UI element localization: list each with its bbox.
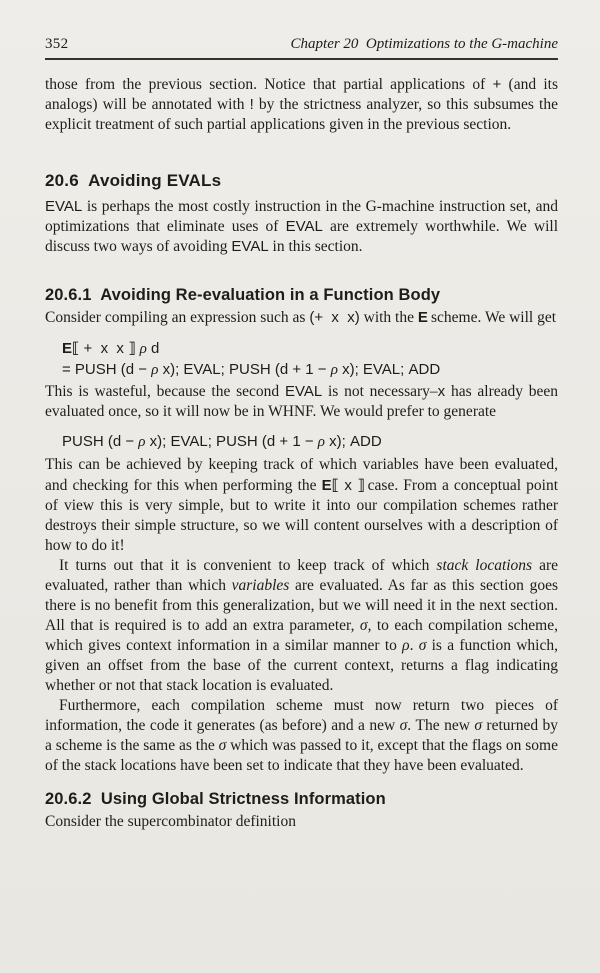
text-run: ρ (402, 636, 410, 654)
paragraph-wasteful (45, 382, 558, 422)
text-run: E (62, 340, 73, 357)
text-run: + x x (79, 340, 129, 357)
paragraph-furthermore (45, 696, 558, 776)
text-run: (and its analogs) will be annotated with (45, 76, 559, 113)
text-run: is perhaps the most costly instruction in the G-machine instruction set, and optimizations that eliminate uses of (45, 198, 558, 235)
text-run: ρ (139, 341, 147, 357)
text-run: x); EVAL; PUSH (d + 1 − (145, 433, 318, 450)
text-run: in this section. (268, 238, 363, 255)
subsection-heading-20-6-2: 20.6.2 Using Global Strictness Information (45, 789, 386, 808)
section-heading-20-6: 20.6 Avoiding EVALs (45, 171, 222, 190)
text-run: are evaluated, rather than which (45, 556, 559, 594)
text-run: those from the previous section. Notice that partial applications of (45, 76, 493, 93)
text-run: σ (418, 636, 427, 654)
text-run: σ (218, 736, 227, 754)
text-run: , to each compilation scheme, which gives context information in a similar manner to (45, 616, 558, 654)
paragraph-eval-cost (45, 197, 558, 257)
code-block-preferred (62, 432, 558, 453)
subsection-heading-20-6-1: 20.6.1 Avoiding Re-evaluation in a Function Body (45, 286, 441, 304)
text-run: EVAL (284, 383, 323, 400)
code-line (62, 432, 558, 453)
text-run: has already been evaluated once, so it will now be in WHNF. We would prefer to generate (45, 383, 559, 420)
text-run: variables (231, 576, 290, 594)
text-run: ρ (330, 361, 338, 378)
text-run: It turns out that it is convenient to keep track of which (59, 556, 437, 574)
text-run: x); ADD (324, 433, 382, 450)
text-run: x); EVAL; ADD (337, 360, 441, 378)
text-run: (+ x x) (309, 309, 360, 326)
text-run: EVAL (45, 198, 83, 215)
text-run: PUSH (d − (62, 433, 139, 450)
text-run: ρ (151, 361, 159, 378)
text-run: E (321, 476, 332, 494)
text-run: ⟧ (357, 475, 365, 494)
text-run: ρ (138, 434, 146, 450)
text-run: ρ (317, 434, 325, 450)
text-run: ⟧ (128, 339, 136, 357)
text-run: returned by a scheme is the same as the (45, 716, 559, 754)
running-head: Chapter 20 Optimizations to the G-machine (290, 36, 558, 52)
text-run: are extremely worthwhile. We will discuss two ways of avoiding (45, 218, 558, 255)
text-run: This is wasteful, because the second (45, 383, 285, 400)
text-run: This can be achieved by keeping track of which variables have been evaluated, and checking for this when performing the (45, 455, 558, 494)
text-run: ⟦ (72, 339, 80, 357)
text-run: Consider the supercombinator definition (45, 812, 296, 830)
paragraph-intro (45, 75, 558, 135)
text-run: . The new (407, 716, 475, 734)
text-run: are evaluated. As far as this section goes there is no benefit from this generalization, but we will need it in the next section. All that is required is to add an extra parameter, (45, 576, 558, 634)
text-run: Furthermore, each compilation scheme must now return two pieces of information, the code it generates (as before) and a new (45, 696, 558, 734)
text-run: scheme. We will get (427, 309, 557, 326)
text-run: Consider compiling an expression such as (45, 309, 310, 326)
text-run: ⟦ (331, 475, 339, 494)
text-run: case. From a conceptual point of view this is very simple, but to write it into our compilation schemes rather destroys their simple structure, so we will content ourselves with a description of how to do it! (45, 476, 558, 554)
text-run: is a function which, given an offset from the base of the current context, returns a flag indicating whether or not that stack location is evaluated. (45, 636, 558, 694)
text-run: . (409, 636, 419, 654)
text-run: x (437, 383, 446, 400)
paragraph-supercombinator (45, 812, 558, 832)
text-run: σ (359, 616, 368, 634)
code-block-e-scheme (62, 338, 558, 380)
text-run: E (417, 309, 428, 326)
text-run: + (492, 76, 502, 93)
text-run: d (146, 340, 160, 357)
text-run: EVAL (231, 238, 269, 255)
page-body (45, 75, 558, 832)
text-run: is not necessary– (322, 383, 438, 400)
paragraph-consider-compiling (45, 308, 558, 328)
page-number: 352 (45, 36, 69, 52)
code-line (62, 360, 558, 381)
text-run: ! (249, 96, 254, 113)
text-run: x); EVAL; PUSH (d + 1 − (158, 360, 331, 378)
text-run: which was passed to it, except that the flags on some of the stack locations have been set to indicate that they have been evaluated. (45, 736, 558, 774)
text-run: x (338, 476, 358, 494)
paragraph-stack-locations (45, 556, 558, 696)
text-run: stack locations (436, 556, 533, 574)
text-run: with the (359, 309, 418, 326)
text-run: σ (399, 716, 408, 734)
code-line (62, 338, 558, 360)
text-run: by the strictness analyzer, so this subsumes the explicit treatment of such partial applications given in the previous section. (45, 96, 558, 133)
text-run: = PUSH (d − (62, 360, 152, 378)
paragraph-keeping-track (45, 455, 558, 556)
text-run: EVAL (285, 218, 323, 235)
page-header (45, 36, 558, 60)
text-run: σ (474, 716, 482, 734)
